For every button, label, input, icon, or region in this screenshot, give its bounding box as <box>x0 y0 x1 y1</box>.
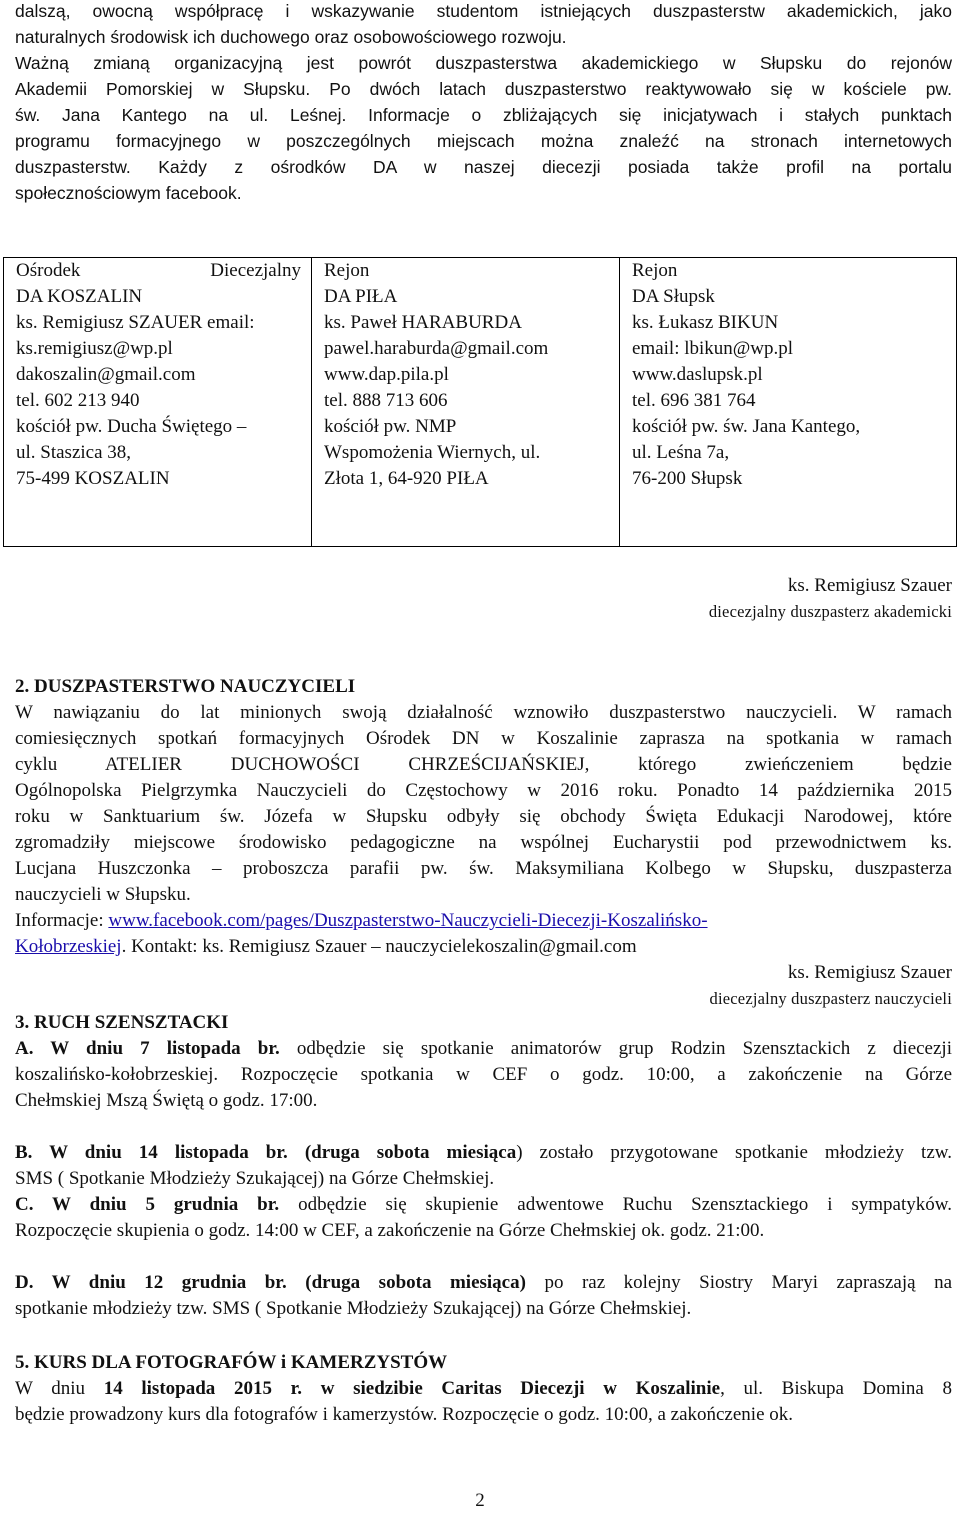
spacer <box>15 1244 952 1270</box>
center-line: tel. 696 381 764 <box>632 390 756 411</box>
center-line: tel. 888 713 606 <box>324 390 448 411</box>
center-line: ul. Leśna 7a, <box>632 442 730 463</box>
center-header-line <box>16 258 301 284</box>
center-line: ul. Staszica 38, <box>16 442 132 463</box>
center-line: Złota 1, 64-920 PIŁA <box>324 468 489 489</box>
item-c-line <box>15 1192 952 1218</box>
course-address: , ul. Biskupa Domina 8 <box>720 1378 952 1399</box>
intro-line: dalszą, owocną współpracę i wskazywanie studentom istniejących duszpasterstw akademickich, jako <box>15 1 952 21</box>
intro-line: duszpasterstw. Każdy z ośrodków DA w naszej diecezji posiada także profil na portalu <box>15 157 952 177</box>
item-b-line <box>15 1140 952 1166</box>
signature-teachers <box>452 960 952 1012</box>
item-b-date: B. W dniu 14 listopada br. <box>15 1142 288 1163</box>
section-schoenstatt <box>15 1010 952 1322</box>
item-b-line: SMS ( Spotkanie Młodzieży Szukającej) na Górze Chełmskiej. <box>15 1168 495 1189</box>
info-line <box>15 908 952 934</box>
item-a-line: Chełmskiej Mszą Świętą o godz. 17:00. <box>15 1090 318 1111</box>
section-line: comiesięcznych spotkań formacyjnych Ośrodek DN w Koszalinie zaprasza na spotkania w ramach <box>15 728 952 749</box>
section-heading: 3. RUCH SZENSZTACKI <box>15 1012 229 1033</box>
center-header-line: Rejon <box>324 260 370 281</box>
page-number: 2 <box>475 1490 485 1511</box>
spacer <box>15 1114 952 1140</box>
section-line: roku w Sanktuarium św. Józefa w Słupsku odbyły się obchody Święta Edukacji Narodowej, które <box>15 806 952 827</box>
course-text: W dniu <box>15 1378 104 1399</box>
center-line: pawel.haraburda@gmail.com <box>324 338 549 359</box>
center-line: tel. 602 213 940 <box>16 390 140 411</box>
section-heading: 2. DUSZPASTERSTWO NAUCZYCIELI <box>15 676 356 697</box>
section-line: W nawiązaniu do lat minionych swoją działalność wznowiło duszpasterstwo nauczycieli. W ramach <box>15 702 952 723</box>
signature-title: diecezjalny duszpasterz nauczycieli <box>709 989 952 1008</box>
center-line: www.daslupsk.pl <box>632 364 763 385</box>
center-line: kościół pw. Ducha Świętego – <box>16 416 247 437</box>
contact-text: . Kontakt: ks. Remigiusz Szauer – nauczycielekoszalin@gmail.com <box>121 936 637 957</box>
center-koszalin-cell <box>4 258 312 547</box>
center-line: email: lbikun@wp.pl <box>632 338 794 359</box>
section-line: nauczycieli w Słupsku. <box>15 884 191 905</box>
section-heading: 5. KURS DLA FOTOGRAFÓW i KAMERZYSTÓW <box>15 1352 448 1373</box>
center-name: DA KOSZALIN <box>16 286 143 307</box>
item-c-line: Rozpoczęcie skupienia o godz. 14:00 w CEF, a zakończenie na Górze Chełmskiej ok. godz. 21:00. <box>15 1220 765 1241</box>
signature-title: diecezjalny duszpasterz akademicki <box>708 602 952 621</box>
signature-academic <box>452 573 952 625</box>
pastoral-centers-table <box>3 257 957 547</box>
center-line: kościół pw. NMP <box>324 416 457 437</box>
facebook-link-continued[interactable]: Kołobrzeskiej <box>15 936 122 957</box>
item-d-line <box>15 1270 952 1296</box>
item-c-date: C. W dniu 5 grudnia br. <box>15 1194 280 1215</box>
intro-line: Ważną zmianą organizacyjną jest powrót duszpasterstwa akademickiego w Słupsku do rejonów <box>15 53 952 73</box>
section-line: cyklu ATELIER DUCHOWOŚCI CHRZEŚCIJAŃSKIEJ, którego zwieńczeniem będzie <box>15 754 952 775</box>
item-b-note: (druga sobota miesiąca <box>304 1142 517 1163</box>
section-photographers <box>15 1350 952 1428</box>
intro-line: św. Jana Kantego na ul. Leśnej. Informacje o zbliżających się inicjatywach i stałych punktach <box>15 105 952 125</box>
info-label: Informacje: <box>15 910 109 931</box>
center-line: Wspomożenia Wiernych, ul. <box>324 442 541 463</box>
contact-line <box>15 934 952 960</box>
section-line: zgromadziły miejscowe środowisko pedagogiczne na wspólnej Eucharystii pod przewodnictwem ks. <box>15 832 952 853</box>
course-line: będzie prowadzony kurs dla fotografów i kamerzystów. Rozpoczęcie o godz. 10:00, a zakończenie ok. <box>15 1404 794 1425</box>
item-d-line: spotkanie młodzieży tzw. SMS ( Spotkanie Młodzieży Szukającej) na Górze Chełmskiej. <box>15 1298 692 1319</box>
center-line: dakoszalin@gmail.com <box>16 364 196 385</box>
section-line: Ogólnopolska Pielgrzymka Nauczycieli do Częstochowy w 2016 roku. Ponadto 14 października 2015 <box>15 780 952 801</box>
center-line: 76-200 Słupsk <box>632 468 743 489</box>
center-line: ks. Remigiusz SZAUER email: <box>16 312 255 333</box>
signature-name: ks. Remigiusz Szauer <box>787 962 952 983</box>
intro-line: programu formacyjnego w poszczególnych miejscach można znaleźć na stronach internetowych <box>15 131 952 151</box>
center-line: ks. Paweł HARABURDA <box>324 312 522 333</box>
section-teachers <box>15 674 952 960</box>
signature-name: ks. Remigiusz Szauer <box>787 575 952 596</box>
center-line: ks.remigiusz@wp.pl <box>16 338 173 359</box>
center-pila-cell <box>312 258 620 547</box>
center-header-left: Ośrodek <box>16 260 81 281</box>
course-place: w siedzibie Caritas Diecezji w Koszalinie <box>320 1378 721 1399</box>
center-line: ks. Łukasz BIKUN <box>632 312 779 333</box>
item-c-text: odbędzie się skupienie adwentowe Ruchu Szensztackiego i sympatyków. <box>279 1194 952 1215</box>
item-d-note: (druga sobota miesiąca) <box>305 1272 526 1293</box>
item-a-line: koszalińsko-kołobrzeskiej. Rozpoczęcie spotkania w CEF o godz. 10:00, a zakończenie na Górze <box>15 1064 952 1085</box>
item-d-text: po raz kolejny Siostry Maryi zapraszają na <box>525 1272 953 1293</box>
item-a-text: odbędzie się spotkanie animatorów grup Rodzin Szensztackich z diecezji <box>279 1038 952 1059</box>
facebook-link[interactable]: www.facebook.com/pages/Duszpasterstwo-Nauczycieli-Diecezji-Koszalińsko- <box>108 910 708 931</box>
item-a-line <box>15 1036 952 1062</box>
intro-line: społecznościowym facebook. <box>15 183 242 203</box>
center-line: 75-499 KOSZALIN <box>16 468 170 489</box>
intro-line: Akademii Pomorskiej w Słupsku. Po dwóch latach duszpasterstwo reaktywowało się w kościele pw. <box>15 79 952 99</box>
center-line: kościół pw. św. Jana Kantego, <box>632 416 861 437</box>
course-line <box>15 1376 952 1402</box>
center-header-right: Diecezjalny <box>210 260 301 281</box>
center-line: www.dap.pila.pl <box>324 364 449 385</box>
course-space <box>302 1378 321 1399</box>
center-name: DA PIŁA <box>324 286 398 307</box>
section-line: Lucjana Huszczonka – proboszcza parafii pw. św. Maksymiliana Kolbego w Słupsku, duszpasterza <box>15 858 952 879</box>
course-date: 14 listopada 2015 r. <box>103 1378 303 1399</box>
center-header-line: Rejon <box>632 260 678 281</box>
intro-text <box>15 0 952 206</box>
item-d-date: D. W dniu 12 grudnia br. <box>15 1272 287 1293</box>
center-name: DA Słupsk <box>632 286 715 307</box>
center-slupsk-cell <box>620 258 957 547</box>
item-a-date: A. W dniu 7 listopada br. <box>15 1038 280 1059</box>
intro-line: naturalnych środowisk ich duchowego oraz osobowościowego rozwoju. <box>15 27 567 47</box>
item-b-text: ) zostało przygotowane spotkanie młodzieży tzw. <box>516 1142 953 1163</box>
